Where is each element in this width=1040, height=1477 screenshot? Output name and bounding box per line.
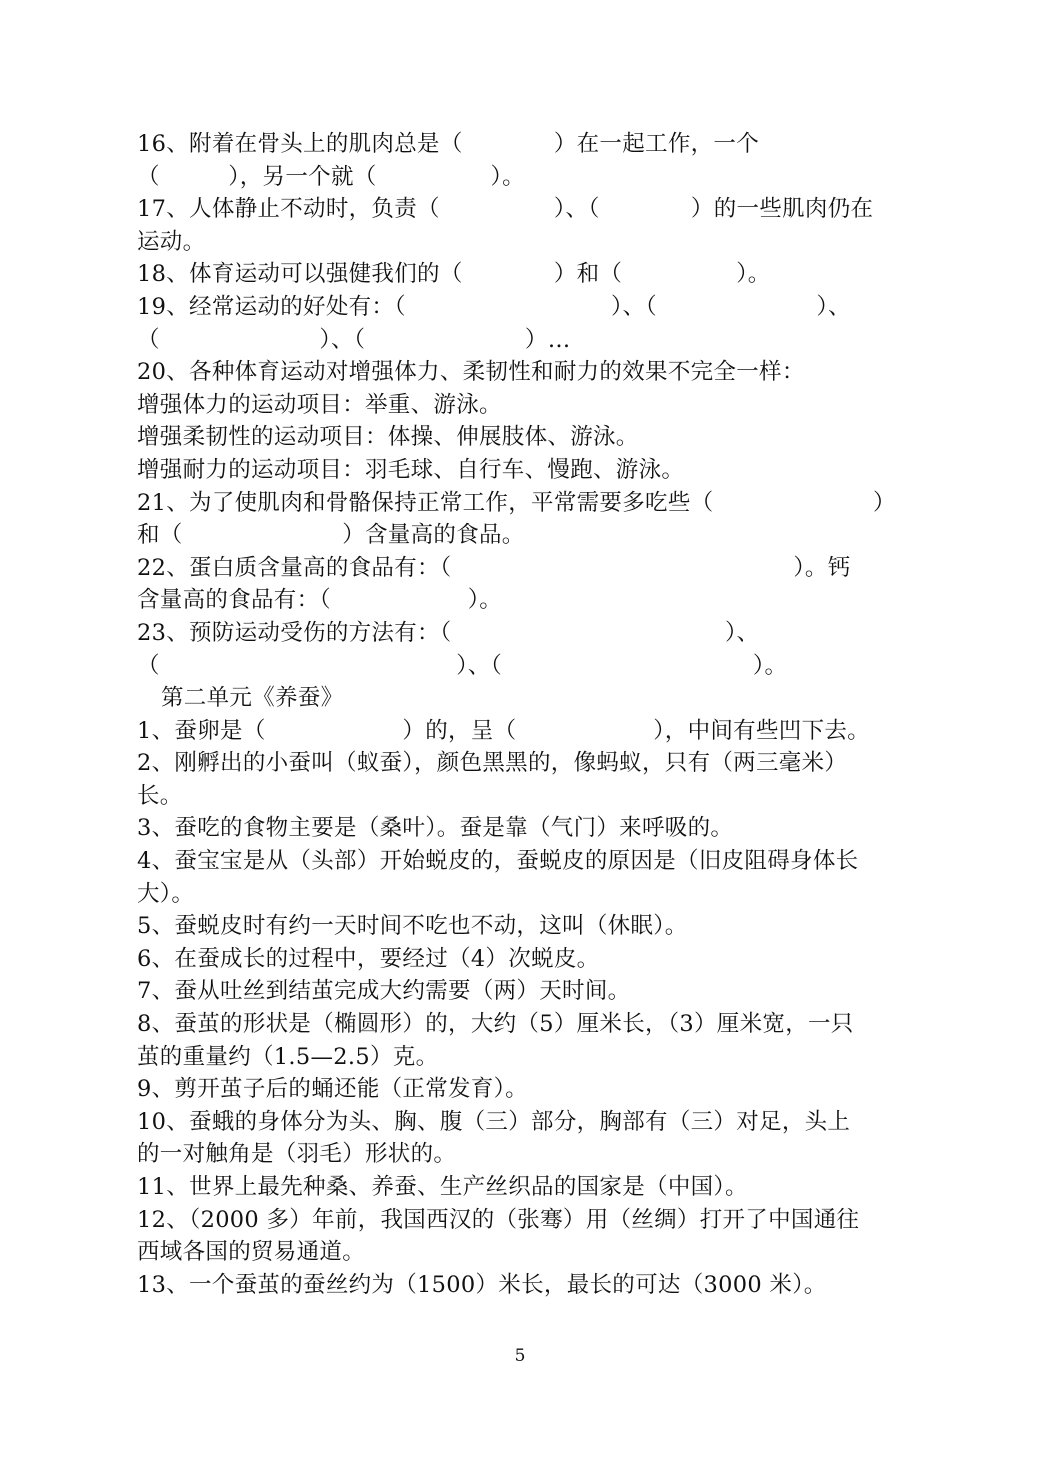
text-line: 4、蚕宝宝是从（头部）开始蜕皮的，蚕蜕皮的原因是（旧皮阻碍身体长 — [137, 848, 859, 875]
text-line: 21、为了使肌肉和骨骼保持正常工作，平常需要多吃些（ ） — [137, 489, 896, 516]
text-line: 增强体力的运动项目：举重、游泳。 — [137, 391, 502, 418]
text-line: 大）。 — [137, 880, 195, 907]
text-line: 20、各种体育运动对增强体力、柔韧性和耐力的效果不完全一样： — [137, 359, 805, 386]
text-line: （ ），另一个就（ ）。 — [137, 163, 525, 190]
text-line: 12、（2000 多）年前，我国西汉的（张骞）用（丝绸）打开了中国通往 — [137, 1206, 860, 1233]
text-line: 17、人体静止不动时，负责（ ）、（ ）的一些肌肉仍在 — [137, 196, 874, 223]
text-line: 10、蚕蛾的身体分为头、胸、腹（三）部分，胸部有（三）对足，头上 — [137, 1108, 851, 1135]
text-line: （ ）、（ ）… — [137, 326, 571, 353]
text-line: 23、预防运动受伤的方法有：（ ）、 — [137, 619, 760, 646]
text-line: 2、刚孵出的小蚕叫（蚁蚕），颜色黑黑的，像蚂蚁，只有（两三毫米） — [137, 750, 848, 777]
section-heading: 第二单元《养蚕》 — [161, 685, 344, 712]
text-line: 18、体育运动可以强健我们的（ ）和（ ）。 — [137, 261, 771, 288]
text-line: 长。 — [137, 782, 183, 809]
text-line: 3、蚕吃的食物主要是（桑叶）。蚕是靠（气门）来呼吸的。 — [137, 815, 734, 842]
text-line: 19、经常运动的好处有：（ ）、（ ）、 — [137, 293, 851, 320]
text-line: 运动。 — [137, 228, 206, 255]
document-body — [137, 128, 927, 1301]
text-line: 增强柔韧性的运动项目：体操、伸展肢体、游泳。 — [137, 424, 639, 451]
text-line: 7、蚕从吐丝到结茧完成大约需要（两）天时间。 — [137, 978, 631, 1005]
text-line: 11、世界上最先种桑、养蚕、生产丝织品的国家是（中国）。 — [137, 1174, 748, 1200]
text-line: 6、在蚕成长的过程中，要经过（4）次蜕皮。 — [137, 945, 600, 972]
text-line: 西域各国的贸易通道。 — [137, 1239, 366, 1266]
text-line: 5、蚕蜕皮时有约一天时间不吃也不动，这叫（休眠）。 — [137, 913, 688, 940]
text-line: 8、蚕茧的形状是（椭圆形）的，大约（5）厘米长，（3）厘米宽，一只 — [137, 1011, 854, 1038]
page-number: 5 — [514, 1346, 526, 1366]
text-line: 13、一个蚕茧的蚕丝约为（1500）米长，最长的可达（3000 米）。 — [137, 1271, 827, 1298]
text-line: 1、蚕卵是（ ）的，呈（ ），中间有些凹下去。 — [137, 717, 870, 744]
text-line: 茧的重量约（1.5—2.5）克。 — [137, 1043, 439, 1070]
text-line: 含量高的食品有：（ ）。 — [137, 587, 503, 614]
text-line: （ ）、（ ）。 — [137, 652, 788, 679]
text-line: 16、附着在骨头上的肌肉总是（ ）在一起工作，一个 — [137, 131, 760, 157]
text-line: 9、剪开茧子后的蛹还能（正常发育）。 — [137, 1076, 528, 1103]
text-line: 增强耐力的运动项目：羽毛球、自行车、慢跑、游泳。 — [137, 456, 685, 483]
text-line: 22、蛋白质含量高的食品有：（ ）。钙 — [137, 554, 851, 581]
text-line: 和（ ）含量高的食品。 — [137, 522, 525, 549]
text-line: 的一对触角是（羽毛）形状的。 — [137, 1141, 457, 1168]
